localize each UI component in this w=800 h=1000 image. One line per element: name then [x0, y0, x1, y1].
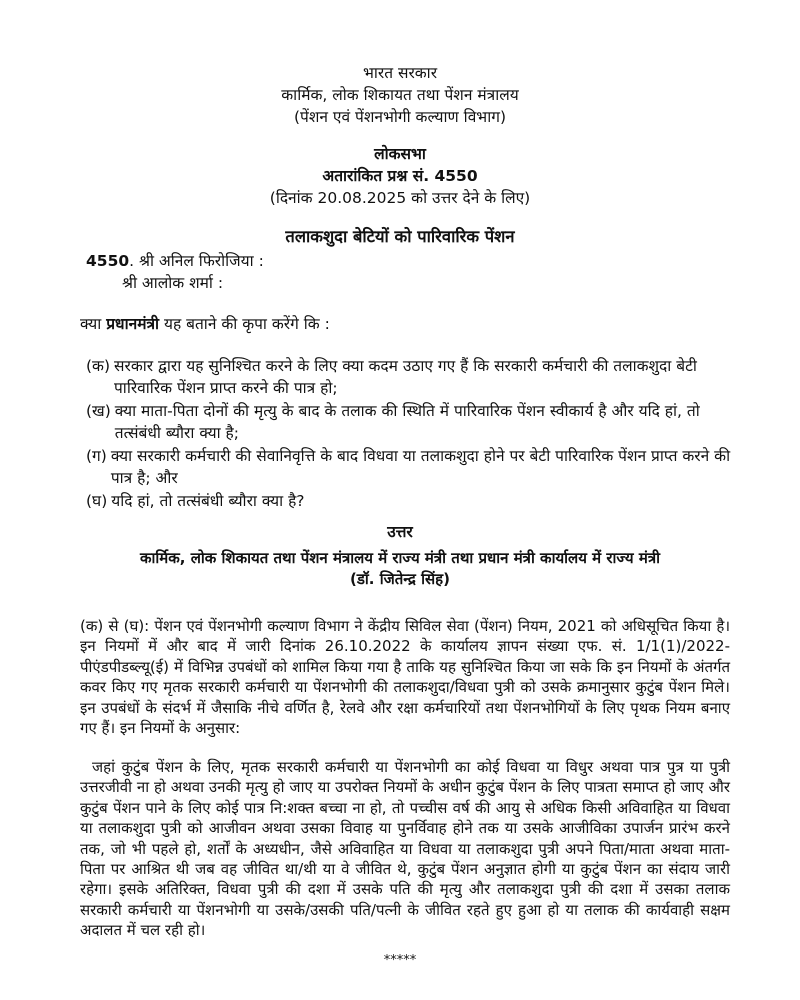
question-label: (ख) — [86, 402, 111, 420]
question-label: (ग) — [86, 447, 107, 465]
question-serial: 4550 — [86, 252, 130, 270]
question-item — [86, 400, 736, 444]
end-mark: ***** — [383, 953, 417, 968]
minister-block — [0, 548, 800, 591]
question-intro — [80, 313, 330, 335]
question-text: क्या सरकारी कर्मचारी की सेवानिवृत्ति के बाद विधवा या तलाकशुदा होने पर बेटी पारिवारिक पेंशन प्राप्त करने की पात्र है; और — [110, 447, 731, 487]
question-text: क्या माता-पिता दोनों की मृत्यु के बाद के तलाक की स्थिति में पारिवारिक पेंशन स्वीकार्य है और यदि हां, तो तत्संबंधी ब्यौरा क्या है; — [114, 402, 700, 442]
question-label: (क) — [86, 357, 110, 375]
member-1: . श्री अनिल फिरोजिया : — [129, 252, 264, 270]
letterhead — [0, 62, 800, 128]
intro-prefix: क्या — [80, 315, 107, 333]
member-2: श्री आलोक शर्मा : — [122, 274, 224, 292]
question-label: (घ) — [86, 492, 108, 510]
question-item — [86, 355, 736, 399]
answer-paragraph-2: जहां कुटुंब पेंशन के लिए, मृतक सरकारी कर्मचारी या पेंशनभोगी का कोई विधवा या विधुर अथवा पात्र पुत्र या पुत्री उत्तरजीवी ना हो अथवा उनकी मृत्यु हो जाए या उपरोक्त नियमों के अधीन कुटुंब पेंशन के लिए पात्रता समाप्त हो जाए और कुटुंब पेंशन पाने के लिए कोई पात्र नि:शक्त बच्चा ना हो, तो पच्चीस वर्ष की आयु से अधिक किसी अविवाहित या विधवा या तलाकशुदा पुत्री को आजीवन अथवा उसका विवाह या पुनर्विवाह होने तक या उसके आजीविका उपार्जन प्रारंभ करने तक, जो भी पहले हो, शर्तों के अध्यधीन, जैसे अविवाहित या विधवा या तलाकशुदा पुत्री अपने पिता/माता अथवा माता-पिता पर आश्रित थी जब वह जीवित था/थी या वे जीवित थे, कुटुंब पेंशन अनुज्ञात होगी या कुटुंब पेंशन का संदाय जारी रहेगा। इसके अतिरिक्त, विधवा पुत्री की दशा में उसके पति की मृत्यु और तलाकशुदा पुत्री की दशा में उसका तलाक सरकारी कर्मचारी या पेंशनभोगी या उसके/उसकी पति/पत्नी के जीवित रहते हुए हुआ हो या तलाक की कार्यवाही सक्षम अदालत में चल रही हो। — [80, 758, 730, 940]
intro-suffix: यह बताने की कृपा करेंगे कि : — [159, 315, 330, 333]
answer-date: (दिनांक 20.08.2025 को उत्तर देने के लिए) — [269, 189, 531, 207]
answer-heading: उत्तर — [387, 523, 413, 541]
question-list — [86, 355, 736, 513]
ministry-name: कार्मिक, लोक शिकायत तथा पेंशन मंत्रालय — [281, 86, 519, 104]
government-name: भारत सरकार — [362, 64, 438, 82]
question-item — [86, 490, 736, 512]
minister-name: (डॉ. जितेन्द्र सिंह) — [350, 570, 450, 589]
question-text: यदि हां, तो तत्संबंधी ब्यौरा क्या है? — [111, 492, 305, 510]
department-name: (पेंशन एवं पेंशनभोगी कल्याण विभाग) — [293, 108, 506, 126]
house-name: लोकसभा — [374, 145, 426, 163]
minister-title: कार्मिक, लोक शिकायत तथा पेंशन मंत्रालय में राज्य मंत्री तथा प्रधान मंत्री कार्यालय में राज्य मंत्री — [140, 549, 660, 567]
question-text: सरकार द्वारा यह सुनिश्चित करने के लिए क्या कदम उठाए गए हैं कि सरकारी कर्मचारी की तलाकशुदा बेटी पारिवारिक पेंशन प्राप्त करने की पात्र हो; — [114, 357, 697, 397]
prime-minister: प्रधानमंत्री — [106, 315, 160, 333]
question-header — [0, 143, 800, 209]
answer-paragraph-1: (क) से (घ): पेंशन एवं पेंशनभोगी कल्याण विभाग ने केंद्रीय सिविल सेवा (पेंशन) नियम, 2021 को अधिसूचित किया है। इन नियमों में और बाद में जारी दिनांक 26.10.2022 के कार्यालय ज्ञापन संख्या एफ. सं. 1/1(1)/2022-पीएंडपीडब्ल्यू(ई) में विभिन्न उपबंधों को शामिल किया गया है ताकि यह सुनिश्चित किया जा सके कि इन नियमों के अंतर्गत कवर किए गए मृतक सरकारी कर्मचारी या पेंशनभोगी की तलाकशुदा/विधवा पुत्री को उसके क्रमानुसार कुटुंब पेंशन मिले। इन उपबंधों के संदर्भ में जैसाकि नीचे वर्णित है, रेलवे और रक्षा कर्मचारियों तथा पेंशनभोगियों के लिए पृथक नियम बनाए गए हैं। इन नियमों के अनुसार: — [80, 617, 730, 737]
question-number: अतारांकित प्रश्न सं. 4550 — [322, 167, 478, 185]
subject-title: तलाकशुदा बेटियों को पारिवारिक पेंशन — [285, 227, 515, 246]
question-item — [86, 445, 736, 489]
member-names — [86, 250, 264, 294]
